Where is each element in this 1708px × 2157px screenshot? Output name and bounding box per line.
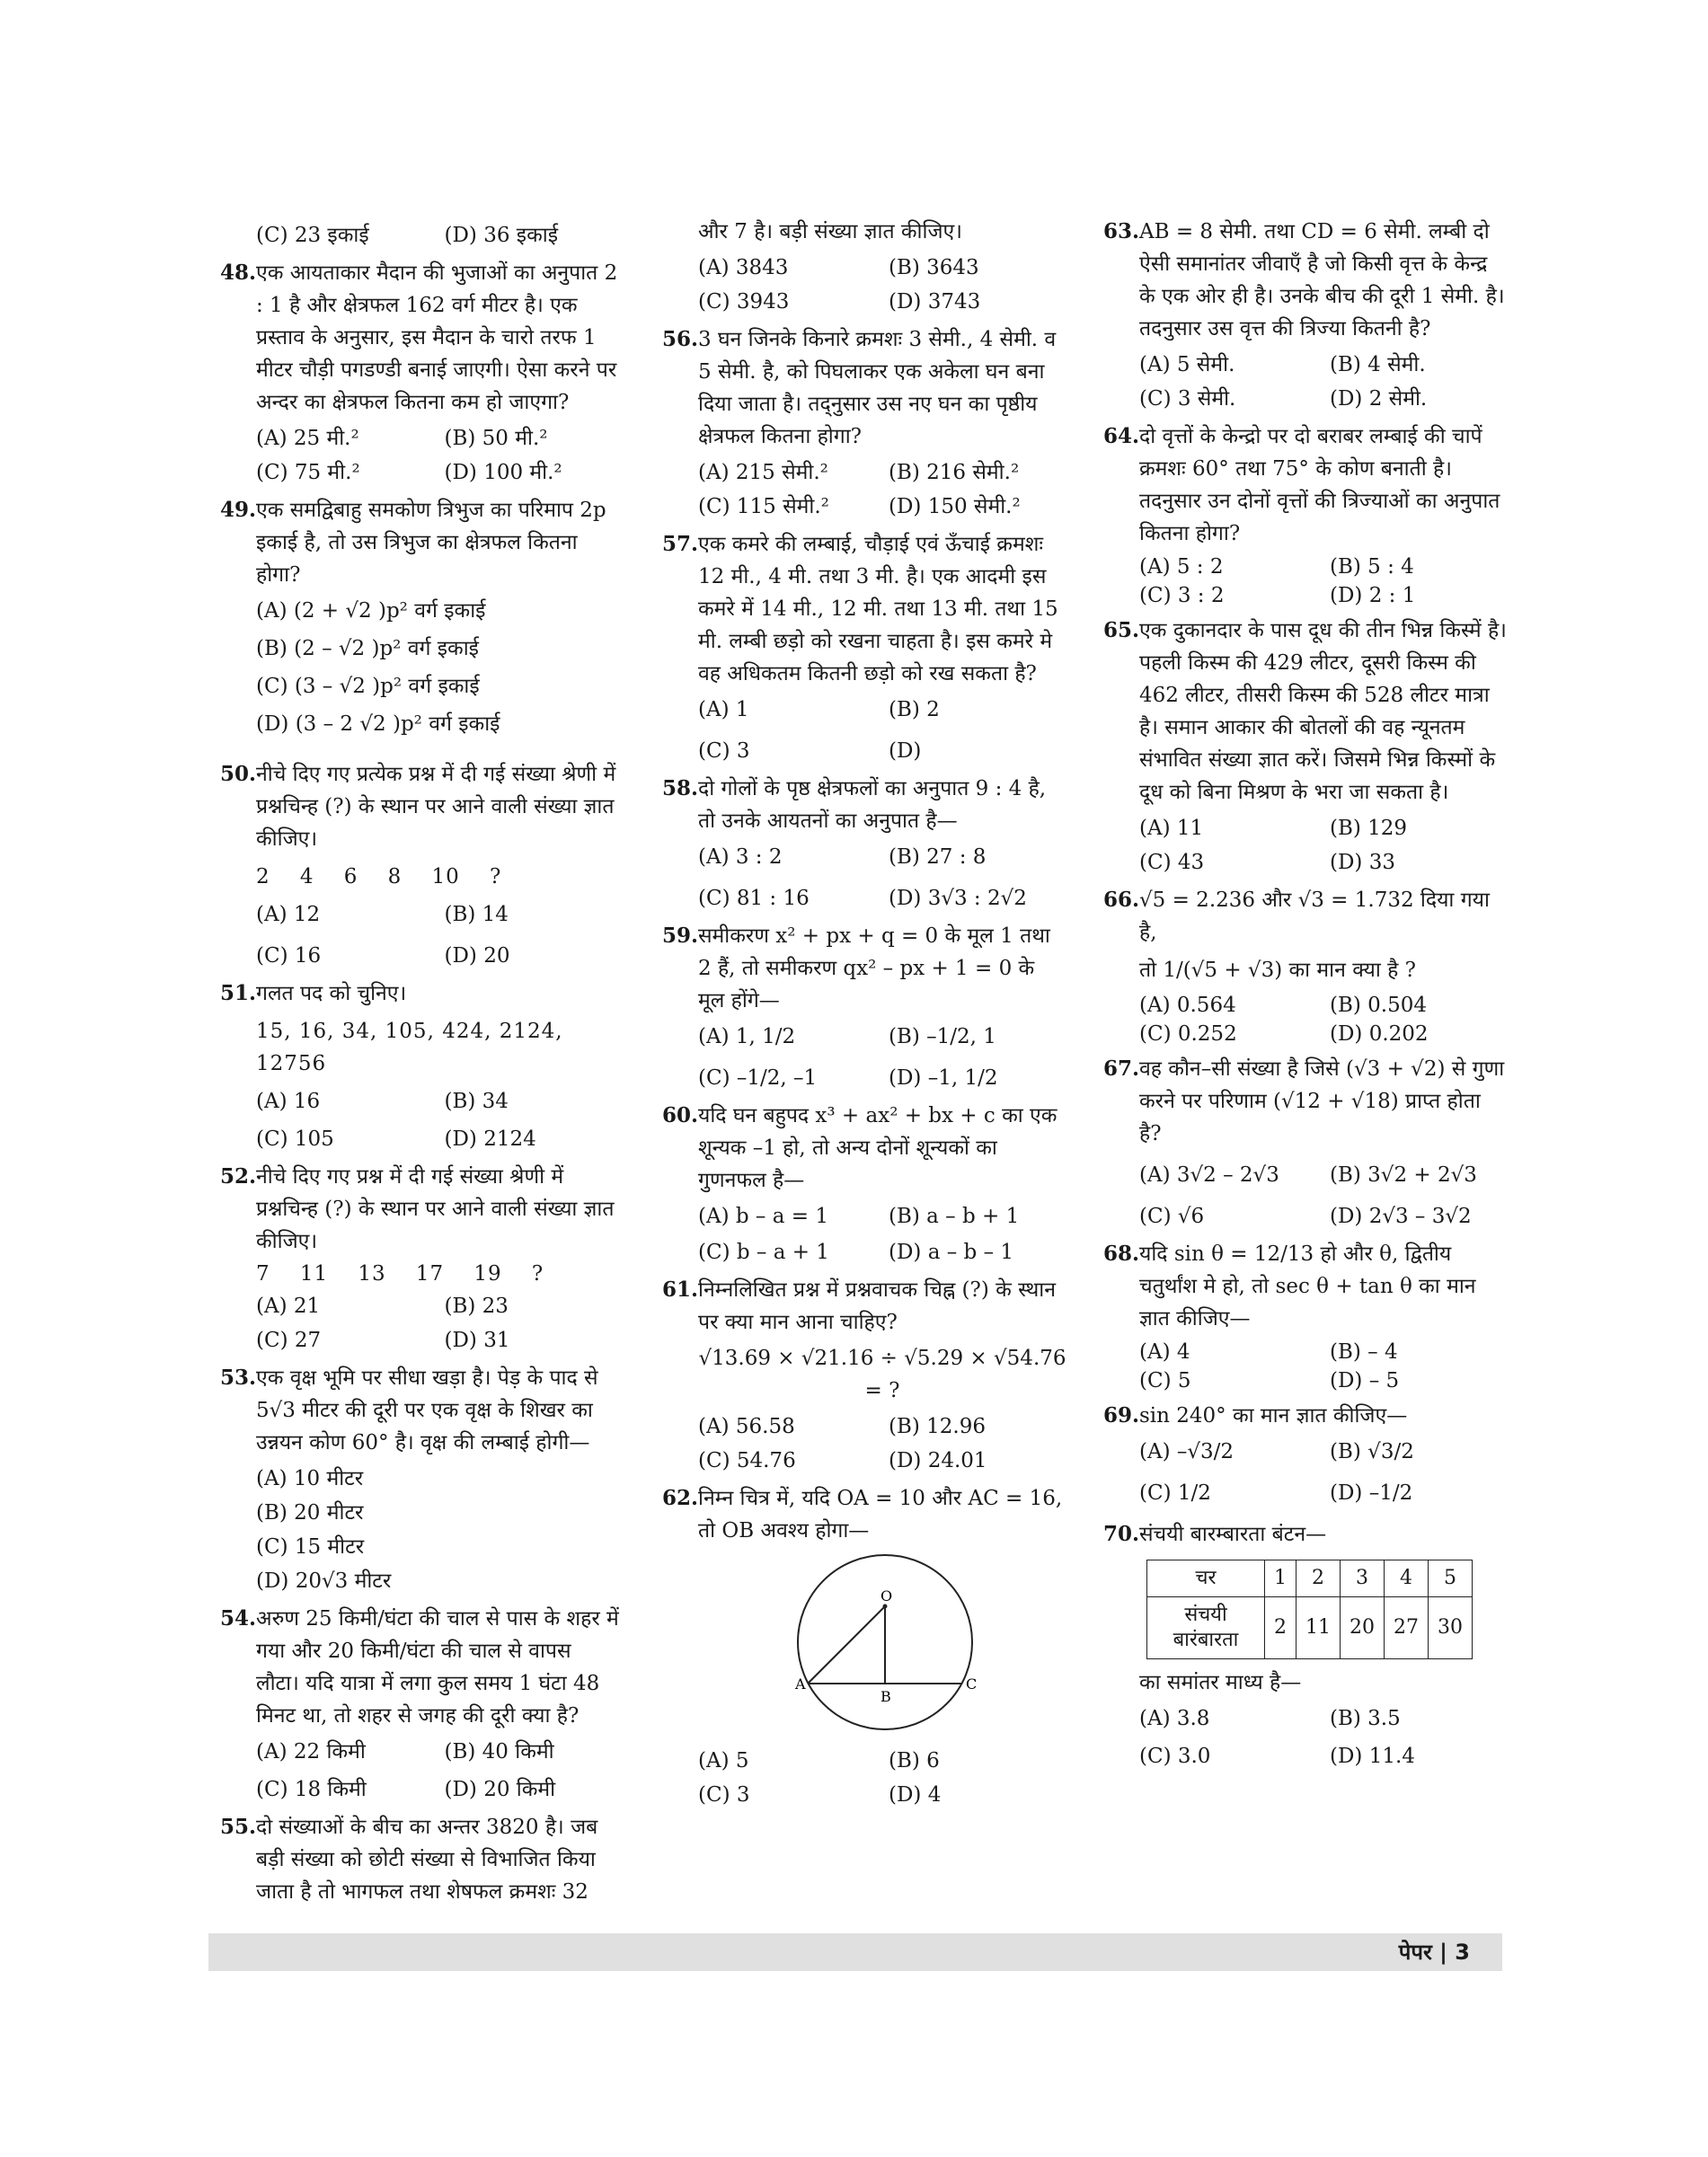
option-d[interactable]: (D) 11.4 — [1330, 1745, 1415, 1768]
option-c[interactable]: (C) 16 — [256, 944, 322, 968]
option-a[interactable]: (A) 0.564 — [1139, 994, 1236, 1017]
option-d[interactable]: (D) 33 — [1330, 851, 1395, 874]
option-b[interactable]: (B) 4 सेमी. — [1330, 353, 1426, 376]
table-cell: 20 — [1341, 1597, 1385, 1659]
option-a[interactable]: (A) 10 मीटर — [256, 1467, 364, 1490]
question-60 — [662, 1100, 1066, 1269]
table-row — [1147, 1597, 1473, 1659]
question-number: 60. — [662, 1103, 699, 1127]
column-middle — [662, 216, 1066, 1817]
question-number: 63. — [1103, 219, 1140, 243]
question-number: 69. — [1103, 1403, 1140, 1428]
question-number: 56. — [662, 327, 699, 351]
table-cell: 3 — [1341, 1560, 1385, 1597]
option-a[interactable]: (A) 5 — [698, 1749, 749, 1772]
option-c[interactable]: (C) 3 — [698, 739, 750, 763]
option-b[interactable]: (B) 40 किमी — [444, 1740, 554, 1764]
option-b[interactable]: (B) 3√2 + 2√3 — [1330, 1163, 1477, 1187]
question-49 — [220, 494, 620, 740]
option-d[interactable]: (D) 3√3 : 2√2 — [889, 887, 1027, 910]
option-d[interactable]: (D) –1/2 — [1330, 1481, 1413, 1505]
option-a[interactable]: (A) (2 + √2 )p² वर्ग इकाई — [256, 599, 486, 623]
question-56 — [662, 323, 1066, 523]
question-text: अरुण 25 किमी/घंटा की चाल से पास के शहर में गया और 20 किमी/घंटा की चाल से वापस लौटा। यदि यात्रा में लगा कुल समय 1 घंटा 48 मिनट था, तो शहर से जगह की दूरी क्या है? — [256, 1607, 619, 1728]
question-53 — [220, 1362, 620, 1597]
question-66 — [1103, 884, 1508, 1048]
question-54 — [220, 1603, 620, 1806]
option-d[interactable]: (D) 20 — [444, 944, 510, 968]
question-number: 67. — [1103, 1056, 1140, 1081]
option-d[interactable]: (D) (3 – 2 √2 )p² वर्ग इकाई — [256, 712, 500, 736]
page-number-label: पेपर | 3 — [1398, 1940, 1470, 1965]
table-cell: 1 — [1265, 1560, 1296, 1597]
question-text: नीचे दिए गए प्रत्येक प्रश्न में दी गई संख्या श्रेणी में प्रश्नचिन्ह (?) के स्थान पर आने वाली संख्या ज्ञात कीजिए। — [256, 763, 616, 851]
table-row — [1147, 1560, 1473, 1597]
expression: तो 1/(√5 + √3) का मान क्या है ? — [1139, 959, 1416, 982]
question-text: नीचे दिए गए प्रश्न में दी गई संख्या श्रेणी में प्रश्नचिन्ह (?) के स्थान पर आने वाली संख्या ज्ञात कीजिए। — [256, 1165, 615, 1253]
page-footer — [208, 1933, 1502, 1971]
question-text: 3 घन जिनके किनारे क्रमशः 3 सेमी., 4 सेमी. व 5 सेमी. है, को पिघलाकर एक अकेला घन बना दिया जाता है। तद्नुसार उस नए घन का पृष्ठीय क्षेत्रफल कितना होगा? — [698, 328, 1057, 448]
table-cell: 2 — [1296, 1560, 1341, 1597]
option-b[interactable]: (B) 12.96 — [889, 1415, 987, 1438]
option-b[interactable]: (B) 23 — [444, 1295, 509, 1318]
option-d[interactable]: (D) 31 — [444, 1329, 510, 1352]
question-61 — [662, 1274, 1066, 1477]
question-text: √5 = 2.236 और √3 = 1.732 दिया गया है, — [1139, 888, 1490, 944]
option-c[interactable]: (C) 18 किमी — [256, 1778, 367, 1801]
question-number: 70. — [1103, 1522, 1140, 1546]
table-cell: 4 — [1385, 1560, 1429, 1597]
number-series: 7 11 13 17 19 ? — [256, 1262, 544, 1286]
question-text: एक आयताकार मैदान की भुजाओं का अनुपात 2 : 1 है और क्षेत्रफल 162 वर्ग मीटर है। एक प्रस्ताव के अनुसार, इस मैदान के चारो तरफ 1 मीटर चौड़ी पगडण्डी बनाई जाएगी। ऐसा करने पर अन्दर का क्षेत्रफल कितना कम हो जाएगा? — [256, 261, 618, 414]
question-text-after: का समांतर माध्य है— — [1139, 1671, 1302, 1694]
question-50 — [220, 758, 620, 972]
question-text: यदि घन बहुपद x³ + ax² + bx + c का एक शून्यक –1 हो, तो अन्य दोनों शून्यकों का गुणनफल है— — [698, 1104, 1058, 1192]
question-text: वह कौन–सी संख्या है जिसे (√3 + √2) से गुणा करने पर परिणाम (√12 + √18) प्राप्त होता है? — [1139, 1057, 1505, 1145]
option-c[interactable]: (C) 75 मी.² — [256, 461, 360, 484]
question-number: 54. — [220, 1606, 257, 1631]
column-left — [220, 216, 620, 1914]
option-b[interactable]: (B) 20 मीटर — [256, 1501, 364, 1525]
label-c: C — [966, 1675, 978, 1693]
question-51 — [220, 977, 620, 1155]
table-cell: 30 — [1429, 1597, 1473, 1659]
option-d[interactable]: (D) 20 किमी — [444, 1778, 556, 1801]
option-c[interactable]: (C) 3 सेमी. — [1139, 387, 1236, 411]
option-c[interactable]: (C) 54.76 — [698, 1449, 796, 1472]
question-number: 62. — [662, 1486, 699, 1510]
frequency-table — [1146, 1560, 1473, 1659]
question-number: 53. — [220, 1366, 257, 1390]
question-number: 57. — [662, 532, 699, 556]
option-a[interactable]: (A) 5 : 2 — [1139, 555, 1224, 579]
option-b[interactable]: (B) 129 — [1330, 817, 1408, 840]
option-c[interactable]: (C) b – a + 1 — [698, 1241, 829, 1264]
option-d[interactable]: (D) –1, 1/2 — [889, 1066, 998, 1090]
number-series: 2 4 6 8 10 ? — [256, 865, 502, 888]
expression: √13.69 × √21.16 ÷ √5.29 × √54.76 = ? — [698, 1347, 1066, 1402]
option-a[interactable]: (A) 21 — [256, 1295, 321, 1318]
option-a[interactable]: (A) 5 सेमी. — [1139, 353, 1235, 376]
option-a[interactable]: (A) 11 — [1139, 817, 1204, 840]
question-text: एक दुकानदार के पास दूध की तीन भिन्न किस्में है। पहली किस्म की 429 लीटर, दूसरी किस्म की 462 लीटर, तीसरी किस्म की 528 लीटर मात्रा है। समान आकार की बोतलों की वह न्यूनतम संभावित संख्या ज्ञात करें। जिसमे भिन्न किस्मों के दूध को बिना मिश्रण के भरा जा सकता है। — [1139, 619, 1507, 804]
center-point — [883, 1604, 888, 1609]
option-d[interactable]: (D) 100 मी.² — [444, 461, 562, 484]
option-b[interactable]: (B) 0.504 — [1330, 994, 1428, 1017]
option-a[interactable]: (A) 3.8 — [1139, 1707, 1210, 1730]
option-b[interactable]: (B) –1/2, 1 — [889, 1025, 996, 1048]
option-c[interactable]: (C) √6 — [1139, 1205, 1205, 1228]
option-a[interactable]: (A) 22 किमी — [256, 1740, 366, 1764]
question-text: एक समद्विबाहु समकोण त्रिभुज का परिमाप 2p इकाई है, तो उस त्रिभुज का क्षेत्रफल कितना होगा? — [256, 499, 606, 587]
option-a[interactable]: (A) b – a = 1 — [698, 1205, 828, 1228]
question-59 — [662, 920, 1066, 1094]
label-o: O — [881, 1587, 893, 1604]
question-text: समीकरण x² + px + q = 0 के मूल 1 तथा 2 हैं, तो समीकरण qx² – px + 1 = 0 के मूल होंगे— — [698, 924, 1050, 1012]
question-55-continued — [662, 216, 1066, 318]
option-b[interactable]: (B) 34 — [444, 1090, 509, 1113]
option-c[interactable]: (C) –1/2, –1 — [698, 1066, 818, 1090]
question-text: एक वृक्ष भूमि पर सीधा खड़ा है। पेड़ के पाद से 5√3 मीटर की दूरी पर एक वृक्ष के शिखर का उन्नयन कोण 60° है। वृक्ष की लम्बाई होगी— — [256, 1366, 598, 1454]
option-a[interactable]: (A) 56.58 — [698, 1415, 795, 1438]
table-cell: संचयी बारंबारता — [1147, 1597, 1265, 1659]
column-right — [1103, 216, 1508, 1778]
option-d[interactable]: (D) 2√3 – 3√2 — [1330, 1205, 1472, 1228]
option-b[interactable]: (B) (2 – √2 )p² वर्ग इकाई — [256, 637, 479, 660]
question-number: 61. — [662, 1277, 699, 1302]
option-b[interactable]: (B) 14 — [444, 903, 509, 926]
option-d[interactable]: (D) 36 इकाई — [444, 224, 558, 247]
option-c[interactable]: (C) 5 — [1139, 1369, 1191, 1392]
option-a[interactable]: (A) 1, 1/2 — [698, 1025, 796, 1048]
question-57 — [662, 528, 1066, 767]
option-a[interactable]: (A) 3843 — [698, 256, 789, 279]
question-text: दो गोलों के पृष्ठ क्षेत्रफलों का अनुपात 9 : 4 है, तो उनके आयतनों का अनुपात है— — [698, 777, 1047, 833]
option-c[interactable]: (C) 81 : 16 — [698, 887, 810, 910]
question-58 — [662, 773, 1066, 915]
table-cell: 27 — [1385, 1597, 1429, 1659]
question-number: 66. — [1103, 888, 1140, 912]
option-a[interactable]: (A) –√3/2 — [1139, 1440, 1235, 1463]
question-number: 52. — [220, 1164, 257, 1189]
question-69 — [1103, 1400, 1508, 1509]
option-d[interactable]: (D) 2 : 1 — [1330, 584, 1416, 607]
question-68 — [1103, 1238, 1508, 1394]
question-number: 58. — [662, 776, 699, 800]
option-c[interactable]: (C) 115 सेमी.² — [698, 495, 829, 518]
number-series: 15, 16, 34, 105, 424, 2124, 12756 — [256, 1020, 563, 1075]
question-text: दो संख्याओं के बीच का अन्तर 3820 है। जब बड़ी संख्या को छोटी संख्या से विभाजित किया जाता है तो भागफल तथा शेषफल क्रमशः 32 — [256, 1816, 598, 1904]
option-d[interactable]: (D) – 5 — [1330, 1369, 1400, 1392]
question-number: 51. — [220, 981, 257, 1005]
question-70 — [1103, 1518, 1508, 1772]
option-a[interactable]: (A) 1 — [698, 698, 749, 721]
label-b: B — [881, 1688, 891, 1705]
question-text: यदि sin θ = 12/13 हो और θ, द्वितीय चतुर्थांश मे हो, तो sec θ + tan θ का मान ज्ञात कीजिए— — [1139, 1242, 1476, 1330]
option-b[interactable]: (B) a – b + 1 — [889, 1205, 1020, 1228]
question-number: 55. — [220, 1815, 257, 1839]
option-a[interactable]: (A) 12 — [256, 903, 321, 926]
option-b[interactable]: (B) 50 मी.² — [444, 427, 548, 450]
option-b[interactable]: (B) 27 : 8 — [889, 845, 987, 869]
option-b[interactable]: (B) 216 सेमी.² — [889, 461, 1020, 484]
option-b[interactable]: (B) 2 — [889, 698, 940, 721]
option-d[interactable]: (D) — [889, 739, 922, 763]
question-number: 48. — [220, 261, 257, 285]
table-cell: 11 — [1296, 1597, 1341, 1659]
option-d[interactable]: (D) 2124 — [444, 1127, 536, 1151]
option-a[interactable]: (A) 4 — [1139, 1340, 1190, 1364]
option-a[interactable]: (A) 3√2 – 2√3 — [1139, 1163, 1279, 1187]
question-text: निम्नलिखित प्रश्न में प्रश्नवाचक चिह्न (?) के स्थान पर क्या मान आना चाहिए? — [698, 1278, 1057, 1334]
question-number: 68. — [1103, 1242, 1140, 1266]
question-52 — [220, 1161, 620, 1357]
question-67 — [1103, 1053, 1508, 1233]
option-c[interactable]: (C) 105 — [256, 1127, 334, 1151]
question-number: 65. — [1103, 618, 1140, 642]
question-65 — [1103, 614, 1508, 879]
question-55 — [220, 1811, 620, 1908]
radius-oa — [808, 1606, 885, 1684]
question-48 — [220, 257, 620, 489]
option-a[interactable]: (A) 25 मी.² — [256, 427, 359, 450]
option-d[interactable]: (D) 0.202 — [1330, 1022, 1429, 1046]
option-d[interactable]: (D) 20√3 मीटर — [256, 1569, 392, 1593]
question-text: गलत पद को चुनिए। — [256, 982, 407, 1005]
question-text: और 7 है। बड़ी संख्या ज्ञात कीजिए। — [698, 220, 962, 243]
question-63 — [1103, 216, 1508, 415]
option-b[interactable]: (B) – 4 — [1330, 1340, 1398, 1364]
circle-figure — [752, 1552, 1022, 1741]
question-text: संचयी बारम्बारता बंटन— — [1139, 1523, 1327, 1546]
table-cell: 2 — [1265, 1597, 1296, 1659]
option-c[interactable]: (C) 1/2 — [1139, 1481, 1211, 1505]
question-text: sin 240° का मान ज्ञात कीजिए— — [1139, 1404, 1408, 1428]
option-a[interactable]: (A) 215 सेमी.² — [698, 461, 828, 484]
question-number: 49. — [220, 498, 257, 522]
option-c[interactable]: (C) 3943 — [698, 290, 790, 314]
option-b[interactable]: (B) √3/2 — [1330, 1440, 1414, 1463]
option-d[interactable]: (D) 150 सेमी.² — [889, 495, 1021, 518]
option-b[interactable]: (B) 5 : 4 — [1330, 555, 1414, 579]
question-number: 59. — [662, 924, 699, 948]
question-62 — [662, 1482, 1066, 1811]
question-text: AB = 8 सेमी. तथा CD = 6 सेमी. लम्बी दो ऐसी समानांतर जीवाएँ है जो किसी वृत्त के केन्द्र के एक ओर ही है। उनके बीच की दूरी 1 सेमी. है। तदनुसार उस वृत्त की त्रिज्या कितनी है? — [1139, 220, 1505, 340]
table-cell: चर — [1147, 1560, 1265, 1597]
option-c[interactable]: (C) (3 – √2 )p² वर्ग इकाई — [256, 675, 480, 698]
question-number: 64. — [1103, 424, 1140, 448]
question-text: एक कमरे की लम्बाई, चौड़ाई एवं ऊँचाई क्रमशः 12 मी., 4 मी. तथा 3 मी. है। एक आदमी इस कमरे में 14 मी., 12 मी. तथा 13 मी. तथा 15 मी. लम्बी छड़ो को रखना चाहता है। इस कमरे मे वह अधिकतम कितनी छड़ो को रख सकता है? — [698, 533, 1058, 685]
question-number: 50. — [220, 762, 257, 786]
option-a[interactable]: (A) 16 — [256, 1090, 321, 1113]
label-a: A — [795, 1675, 806, 1693]
option-c[interactable]: (C) 3.0 — [1139, 1745, 1211, 1768]
option-c[interactable]: (C) 23 इकाई — [256, 224, 369, 247]
option-a[interactable]: (A) 3 : 2 — [698, 845, 783, 869]
option-d[interactable]: (D) 2 सेमी. — [1330, 387, 1428, 411]
option-c[interactable]: (C) 3 — [698, 1783, 750, 1807]
option-d[interactable]: (D) 4 — [889, 1783, 942, 1807]
question-47-tail — [220, 219, 620, 252]
table-cell: 5 — [1429, 1560, 1473, 1597]
option-c[interactable]: (C) 0.252 — [1139, 1022, 1237, 1046]
question-text: दो वृत्तों के केन्द्रो पर दो बराबर लम्बाई की चापें क्रमशः 60° तथा 75° के कोण बनाती है। तदनुसार उन दोनों वृत्तों की त्रिज्याओं का अनुपात कितना होगा? — [1139, 425, 1500, 545]
question-text: निम्न चित्र में, यदि OA = 10 और AC = 16, तो OB अवश्य होगा— — [698, 1487, 1063, 1543]
option-c[interactable]: (C) 43 — [1139, 851, 1205, 874]
option-b[interactable]: (B) 6 — [889, 1749, 940, 1772]
option-c[interactable]: (C) 15 मीटर — [256, 1535, 365, 1559]
option-d[interactable]: (D) 3743 — [889, 290, 981, 314]
option-d[interactable]: (D) 24.01 — [889, 1449, 987, 1472]
option-c[interactable]: (C) 27 — [256, 1329, 322, 1352]
option-b[interactable]: (B) 3.5 — [1330, 1707, 1401, 1730]
option-c[interactable]: (C) 3 : 2 — [1139, 584, 1225, 607]
option-d[interactable]: (D) a – b – 1 — [889, 1241, 1014, 1264]
question-64 — [1103, 420, 1508, 609]
option-b[interactable]: (B) 3643 — [889, 256, 979, 279]
